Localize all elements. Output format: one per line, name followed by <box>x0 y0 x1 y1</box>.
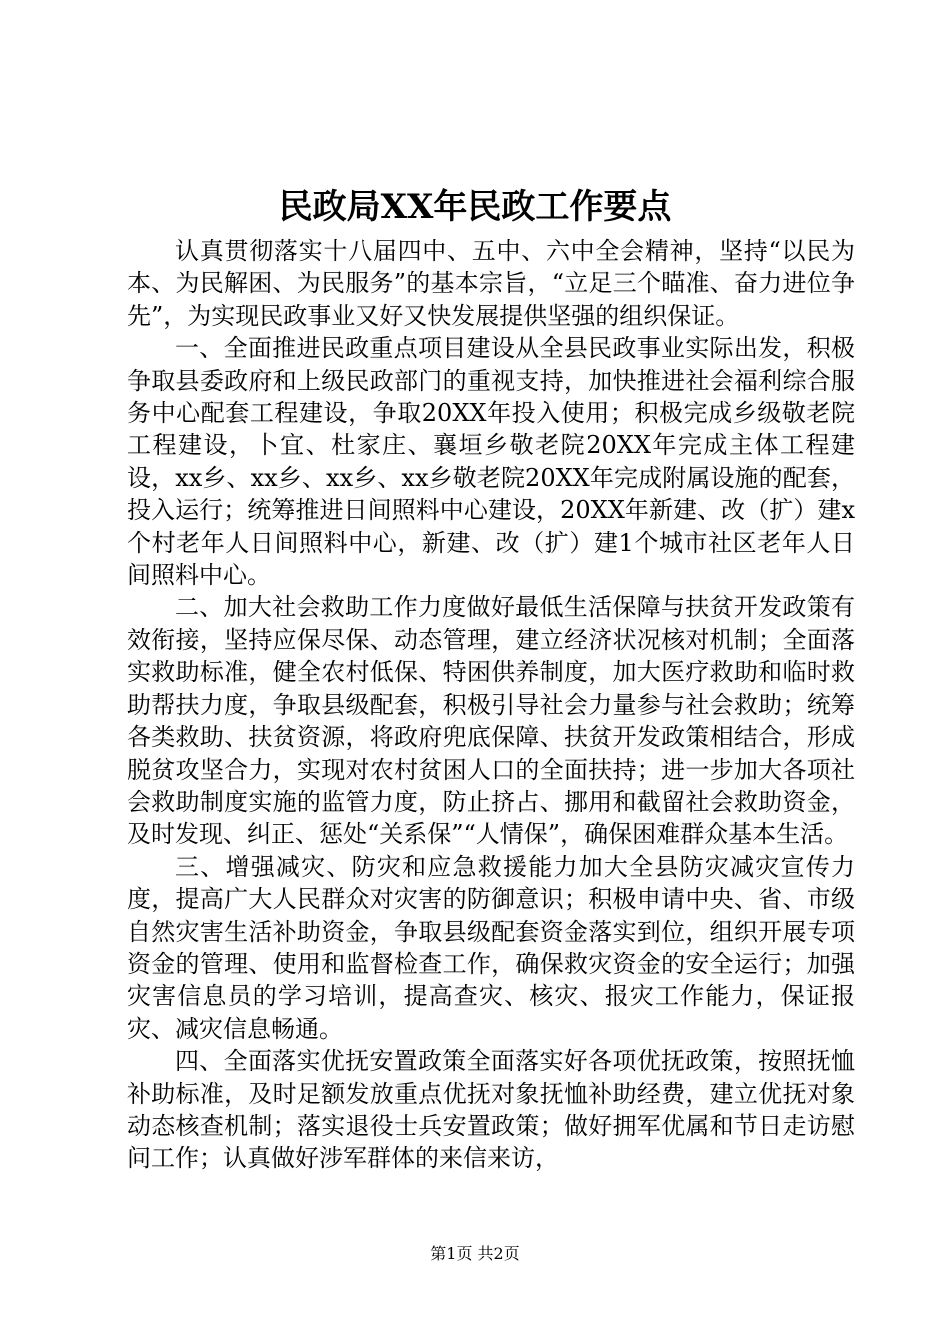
paragraph-section-1: 一、全面推进民政重点项目建设从全县民政事业实际出发，积极争取县委政府和上级民政部门的重视支持，加快推进社会福利综合服务中心配套工程建设，争取20XX年投入使用；积极完成乡级敬老院工程建设，卜宜、杜家庄、襄垣乡敬老院20XX年完成主体工程建设，xx乡、xx乡、xx乡、xx乡敬老院20XX年完成附属设施的配套，投入运行；统筹推进日间照料中心建设，20XX年新建、改（扩）建x个村老年人日间照料中心，新建、改（扩）建1个城市社区老年人日间照料中心。 <box>127 334 855 590</box>
paragraph-section-3: 三、增强减灾、防灾和应急救援能力加大全县防灾减灾宣传力度，提高广大人民群众对灾害的防御意识；积极申请中央、省、市级自然灾害生活补助资金，争取县级配套资金落实到位，组织开展专项资金的管理、使用和监督检查工作，确保救灾资金的安全运行；加强灾害信息员的学习培训，提高查灾、核灾、报灾工作能力，保证报灾、减灾信息畅通。 <box>127 852 855 1043</box>
document-body <box>127 235 855 1175</box>
paragraph-intro: 认真贯彻落实十八届四中、五中、六中全会精神，坚持“以民为本、为民解困、为民服务”的基本宗旨，“立足三个瞄准、奋力进位争先”，为实现民政事业又好又快发展提供坚强的组织保证。 <box>127 237 855 330</box>
document-title: 民政局XX年民政工作要点 <box>278 187 672 227</box>
page-footer: 第1页 共2页 <box>430 1244 520 1263</box>
paragraph-section-2: 二、加大社会救助工作力度做好最低生活保障与扶贫开发政策有效衔接，坚持应保尽保、动态管理，建立经济状况核对机制；全面落实救助标准，健全农村低保、特困供养制度，加大医疗救助和临时救助帮扶力度，争取县级配套，积极引导社会力量参与社会救助；统筹各类救助、扶贫资源，将政府兜底保障、扶贫开发政策相结合，形成脱贫攻坚合力，实现对农村贫困人口的全面扶持；进一步加大各项社会救助制度实施的监管力度，防止挤占、挪用和截留社会救助资金，及时发现、纠正、惩处“关系保”“人情保”，确保困难群众基本生活。 <box>127 593 855 849</box>
paragraph-section-4: 四、全面落实优抚安置政策全面落实好各项优抚政策，按照抚恤补助标准，及时足额发放重点优抚对象抚恤补助经费，建立优抚对象动态核查机制；落实退役士兵安置政策；做好拥军优属和节日走访慰问工作；认真做好涉军群体的来信来访， <box>127 1047 855 1173</box>
